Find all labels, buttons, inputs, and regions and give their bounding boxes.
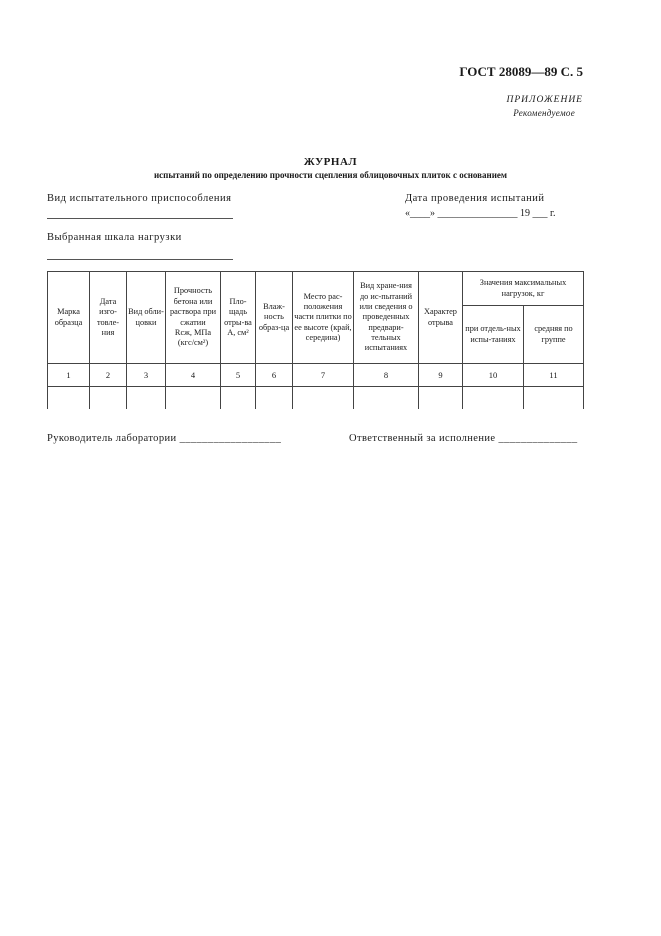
- column-number: 4: [166, 364, 221, 387]
- header-storage: Вид хране-ния до ис-пытаний или сведения о проведенных предвари-тельных испытаниях: [354, 272, 419, 364]
- column-number: 8: [354, 364, 419, 387]
- column-number: 10: [463, 364, 524, 387]
- journal-subtitle: испытаний по определению прочности сцепления облицовочных плиток с основанием: [153, 170, 508, 180]
- blank-cell: [293, 387, 354, 410]
- device-label: Вид испытательного приспособления: [47, 193, 232, 204]
- column-number: 1: [48, 364, 90, 387]
- header-mark: Марка образца: [48, 272, 90, 364]
- responsible-signature: [349, 433, 578, 444]
- column-number: 9: [419, 364, 463, 387]
- header-position: Место рас-положения части плитки по ее высоте (край, середина): [293, 272, 354, 364]
- scale-label: Выбранная шкала нагрузки: [47, 232, 182, 243]
- responsible-label: Ответственный за исполнение: [349, 433, 496, 444]
- column-number: 6: [256, 364, 293, 387]
- lab-head-signature: [47, 433, 281, 444]
- header-max-loads: Значения максимальных нагрузок, кг: [463, 272, 584, 306]
- scale-field-line: [47, 259, 233, 260]
- header-moisture: Влаж-ность образ-ца: [256, 272, 293, 364]
- blank-cell: [90, 387, 127, 410]
- column-number: 11: [524, 364, 584, 387]
- header-strength: Прочность бетона или раствора при сжатии Rсж, МПа (кгс/см²): [166, 272, 221, 364]
- area-unit: А, см²: [227, 327, 249, 337]
- column-number: 7: [293, 364, 354, 387]
- blank-cell: [166, 387, 221, 410]
- blank-cell: [256, 387, 293, 410]
- column-numbers-row: [48, 364, 584, 387]
- column-number: 5: [221, 364, 256, 387]
- blank-cell: [524, 387, 584, 410]
- header-group-average: средняя по группе: [524, 306, 584, 364]
- header-area: Пло-щадь отры-ва А, см²: [221, 272, 256, 364]
- header-break-type: Характер отрыва: [419, 272, 463, 364]
- device-field-line: [47, 218, 233, 219]
- strength-unit: Rсж, МПа (кгс/см²): [174, 327, 212, 348]
- header-individual-tests: при отдель-ных испы-таниях: [463, 306, 524, 364]
- date-field: «____» ________________ 19 ___ г.: [405, 208, 556, 219]
- lab-head-label: Руководитель лаборатории: [47, 433, 177, 444]
- header-facing-type: Вид обли-цовки: [127, 272, 166, 364]
- date-label: Дата проведения испытаний: [405, 193, 545, 204]
- standard-number: ГОСТ 28089—89 С. 5: [459, 64, 583, 79]
- blank-cell: [221, 387, 256, 410]
- recommended-label: Рекомендуемое: [513, 108, 575, 118]
- blank-cell: [419, 387, 463, 410]
- responsible-blank: ______________: [498, 433, 578, 444]
- blank-cell: [48, 387, 90, 410]
- blank-cell: [463, 387, 524, 410]
- appendix-label: ПРИЛОЖЕНИЕ: [506, 95, 583, 105]
- blank-cell: [127, 387, 166, 410]
- blank-entry-row: [48, 387, 584, 410]
- column-number: 2: [90, 364, 127, 387]
- header-date: Дата изго-товле-ния: [90, 272, 127, 364]
- journal-title: ЖУРНАЛ: [303, 156, 358, 168]
- blank-cell: [354, 387, 419, 410]
- column-number: 3: [127, 364, 166, 387]
- lab-head-blank: __________________: [179, 433, 282, 444]
- journal-table: [47, 271, 584, 409]
